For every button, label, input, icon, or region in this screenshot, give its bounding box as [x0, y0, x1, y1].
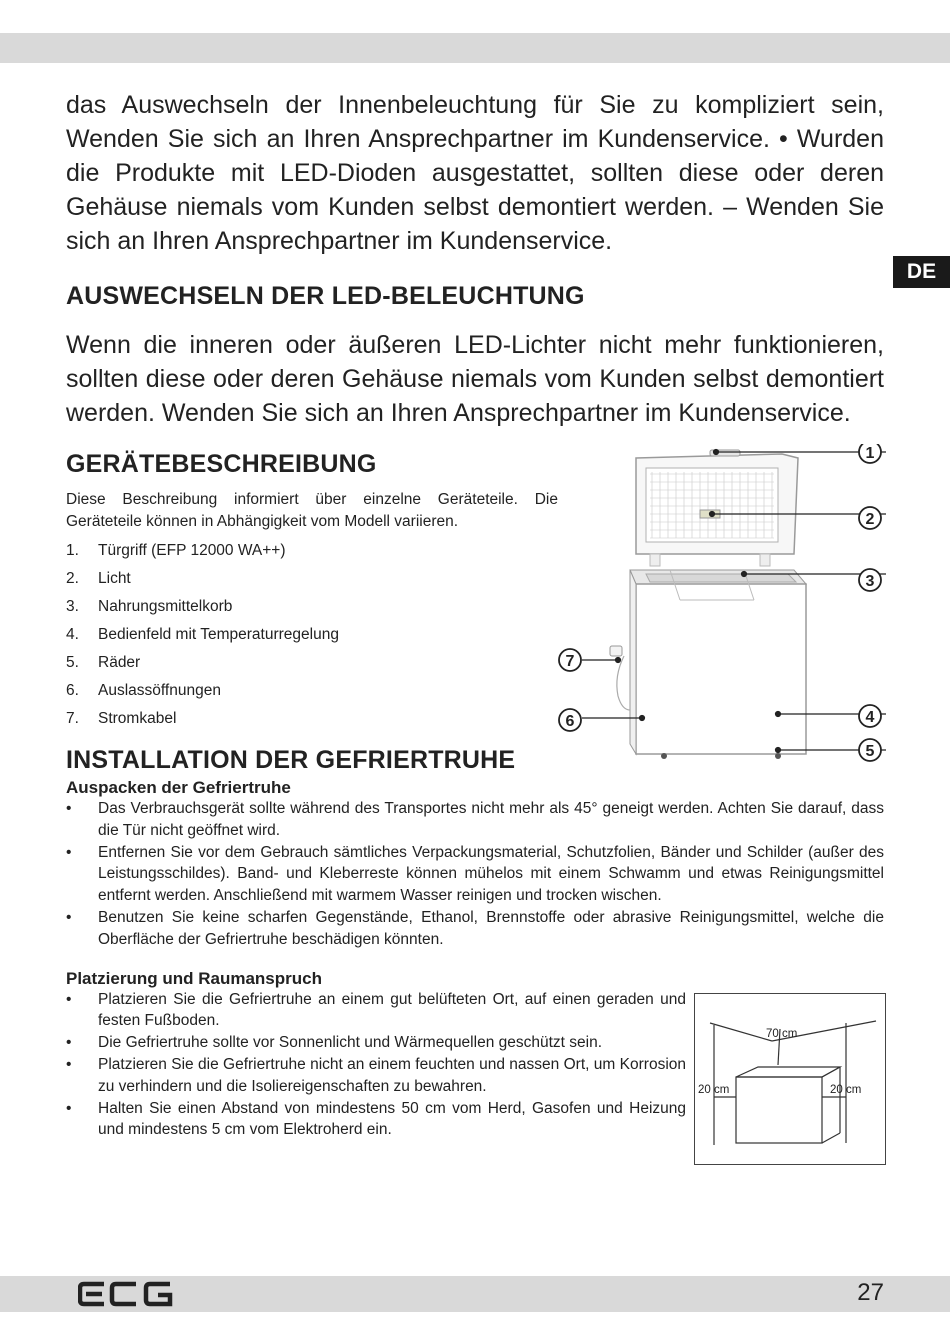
list-item: • Das Verbrauchsgerät sollte während des Transportes nicht mehr als 45° geneigt werden. Achten Sie darauf, dass die Tür nicht geöffnet wird.: [66, 798, 884, 842]
list-item: • Platzieren Sie die Gefriertruhe an einem gut belüfteten Ort, auf einen geraden und festen Fußboden.: [66, 989, 686, 1033]
description-heading: GERÄTEBESCHREIBUNG: [66, 450, 377, 478]
list-item: • Halten Sie einen Abstand von mindestens 50 cm vom Herd, Gasofen und Heizung und mindestens 5 cm vom Elektroherd ein.: [66, 1098, 686, 1142]
page-number: 27: [857, 1279, 884, 1306]
svg-text:3: 3: [865, 573, 875, 590]
led-section-heading: AUSWECHSELN DER LED-BELEUCHTUNG: [66, 282, 585, 310]
part-item: 1. Türgriff (EFP 12000 WA++): [66, 542, 286, 559]
placement-section: [66, 989, 884, 1142]
callout-1: [859, 444, 881, 463]
svg-text:5: 5: [865, 743, 875, 760]
svg-text:1: 1: [865, 445, 875, 462]
freezer-body: [610, 570, 806, 759]
intro-paragraph: das Auswechseln der Innenbeleuchtung für Sie zu kompliziert sein, Wenden Sie sich an Ihren Ansprechpartner im Kundenservice. • Wurden die Produkte mit LED-Dioden ausgestattet, sollten diese oder deren Gehäuse niemals vom Kunden selbst demontiert werden. – Wenden Sie sich an Ihren Ansprechpartner im Kundenservice.: [66, 91, 884, 255]
led-section-text: Wenn die inneren oder äußeren LED-Lichter nicht mehr funktionieren, sollten diese oder deren Gehäuse niemals vom Kunden selbst demontiert werden. Wenden Sie sich an Ihren Ansprechpartner im Kundenservice.: [66, 331, 884, 427]
description-section: [66, 445, 884, 774]
list-item: • Platzieren Sie die Gefriertruhe nicht an einem feuchten und nassen Ort, um Korrosion zu verhindern und die Isoliereigenschaften zu bewahren.: [66, 1054, 686, 1098]
description-text: Diese Beschreibung informiert über einzelne Geräteteile. Die Geräteteile können in Abhängigkeit vom Modell variieren.: [66, 491, 558, 530]
callout-3: [859, 569, 881, 591]
callout-5: [859, 739, 881, 761]
installation-heading: INSTALLATION DER GEFRIERTRUHE: [66, 746, 516, 774]
part-item: 2. Licht: [66, 570, 131, 587]
part-item: 5. Räder: [66, 654, 141, 671]
part-item: 6. Auslassöffnungen: [66, 682, 221, 699]
callout-6: [559, 709, 581, 731]
list-item: • Benutzen Sie keine scharfen Gegenstände, Ethanol, Brennstoffe oder abrasive Reinigungsmittel, welche die Oberfläche der Gefriertruhe beschädigen könnten.: [66, 907, 884, 951]
list-item: • Die Gefriertruhe sollte vor Sonnenlicht und Wärmequellen geschützt sein.: [66, 1032, 686, 1054]
language-tab: DE: [893, 256, 950, 288]
distance-left-label: 20 cm: [698, 1083, 730, 1096]
svg-text:4: 4: [865, 709, 875, 726]
ecg-logo: [78, 1281, 174, 1307]
callout-2: [859, 507, 881, 529]
callout-7: [559, 649, 581, 671]
part-item: 3. Nahrungsmittelkorb: [66, 598, 233, 615]
placement-heading: Platzierung und Raumanspruch: [66, 968, 322, 988]
svg-text:7: 7: [565, 653, 575, 670]
distance-right-label: 20 cm: [830, 1083, 862, 1096]
freezer-lid: [636, 450, 798, 566]
clearance-diagram: [694, 993, 886, 1165]
part-item: 4. Bedienfeld mit Temperaturregelung: [66, 626, 339, 643]
list-item: • Entfernen Sie vor dem Gebrauch sämtliches Verpackungsmaterial, Schutzfolien, Bänder und Schilder (außer des Leistungsschildes). Band- und Kleberreste können mühelos mit einem Schwamm und etwas Reinigungsmittel entfernt werden. Anschließend mit warmem Wasser reinigen und trocken wischen.: [66, 842, 884, 907]
unpacking-list: [66, 798, 884, 951]
top-bar: [0, 33, 950, 63]
freezer-illustration: [550, 444, 886, 774]
svg-text:2: 2: [865, 511, 875, 528]
callout-4: [859, 705, 881, 727]
part-item: 7. Stromkabel: [66, 710, 177, 727]
page-content: [66, 88, 884, 1141]
placement-list: [66, 989, 686, 1142]
distance-top-label: 70 cm: [766, 1027, 798, 1040]
unpacking-heading: Auspacken der Gefriertruhe: [66, 778, 291, 797]
svg-text:6: 6: [565, 713, 575, 730]
